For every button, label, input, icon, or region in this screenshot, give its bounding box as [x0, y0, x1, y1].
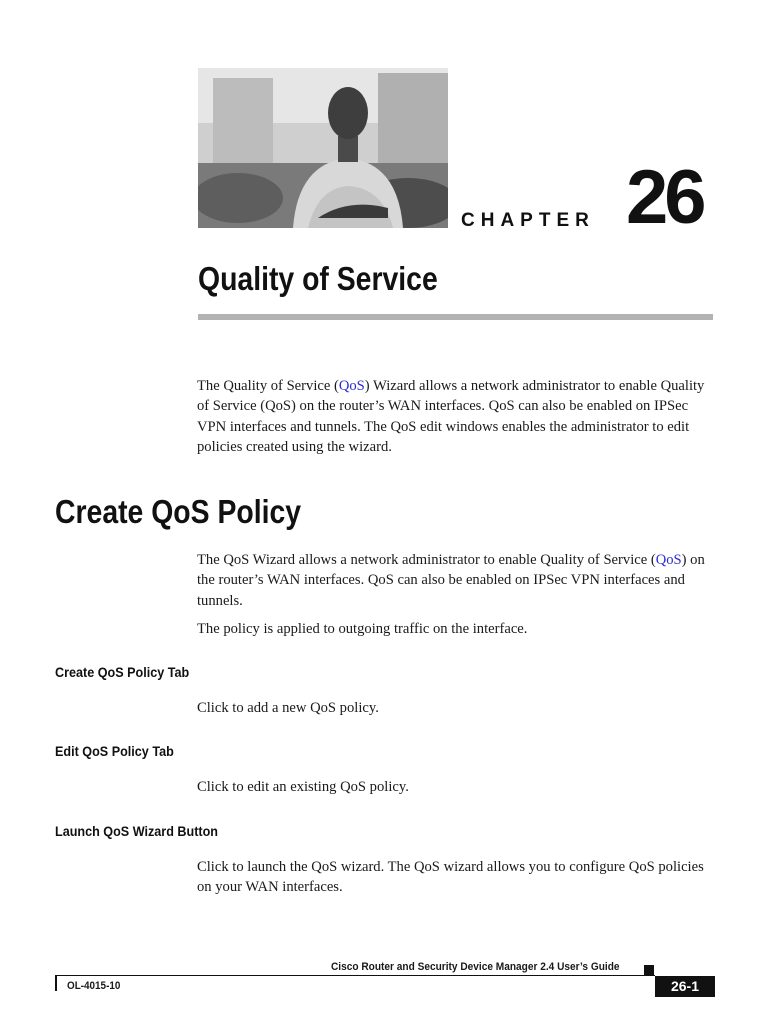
edit-qos-policy-tab-text: Click to edit an existing QoS policy. — [197, 779, 409, 795]
chapter-label: CHAPTER — [461, 210, 595, 231]
section-text-before: The QoS Wizard allows a network administrator to enable Quality of Service ( — [197, 552, 656, 568]
chapter-photo — [198, 68, 448, 228]
subheading-create-qos-policy-tab: Create QoS Policy Tab — [55, 664, 190, 680]
section-heading: Create QoS Policy — [55, 493, 302, 530]
page-number-badge: 26-1 — [655, 976, 715, 997]
footer-rule — [55, 975, 655, 976]
footer-guide-title: Cisco Router and Security Device Manager 2.4 User’s Guide — [331, 961, 620, 973]
subheading-edit-qos-policy-tab: Edit QoS Policy Tab — [55, 743, 174, 759]
create-qos-policy-tab-text: Click to add a new QoS policy. — [197, 700, 379, 716]
footer-doc-number: OL-4015-10 — [67, 980, 121, 992]
qos-link[interactable]: QoS — [338, 378, 365, 394]
intro-text-after: ) Wizard allows a network administrator to enable Quality of Service (QoS) on the router’s WAN interfaces. QoS can also be enabled on IPSec VPN interfaces and tunnels. The QoS edit windows enables the administrator to edit policies created using the wizard. — [197, 378, 705, 455]
qos-link-2[interactable]: QoS — [655, 552, 682, 568]
footer-marker — [644, 965, 654, 975]
intro-text-before: The Quality of Service ( — [197, 378, 339, 394]
chapter-title: Quality of Service — [198, 260, 438, 297]
intro-paragraph — [197, 376, 717, 457]
chapter-number: 26 — [626, 155, 703, 240]
section-paragraph-2: The policy is applied to outgoing traffic on the interface. — [197, 621, 528, 637]
subheading-launch-qos-wizard-button: Launch QoS Wizard Button — [55, 823, 218, 839]
section-paragraph-1 — [197, 550, 717, 611]
section-text-after: ) on the router’s WAN interfaces. QoS can also be enabled on IPSec VPN interfaces and tunnels. — [197, 552, 705, 609]
launch-qos-wizard-button-text: Click to launch the QoS wizard. The QoS wizard allows you to configure QoS policies on your WAN interfaces. — [197, 859, 704, 896]
title-rule — [198, 314, 713, 320]
footer-tick — [55, 975, 57, 991]
person-photo-icon — [198, 68, 448, 228]
